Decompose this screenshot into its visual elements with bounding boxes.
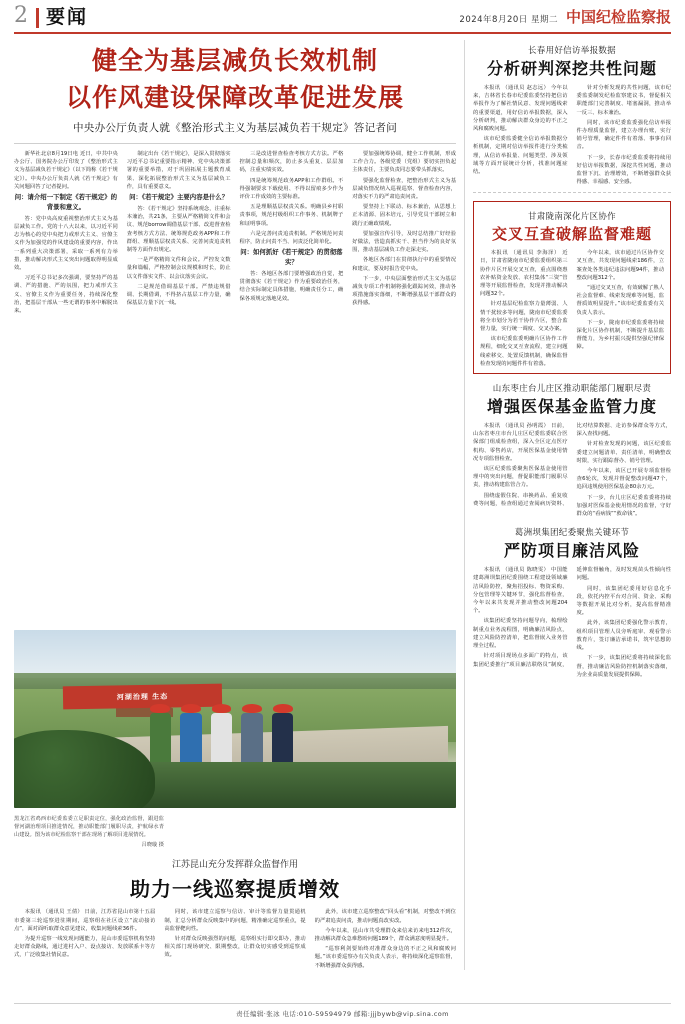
article-paragraph: 此外，该集团纪委强化警示教育，组织项目管理人员旁听庭审、观看警示教育片，签订廉洁承诺书，筑牢思想防线。 [576,620,671,652]
article-paragraph: 该集团纪委坚持问题导向，梳理绘制重点业务流程图，明确廉洁风险点，建立风险防控清单，把监督嵌入业务管理全过程。 [473,618,568,650]
article-headline: 严防项目廉洁风险 [503,541,640,561]
bottom-story-paragraph: 针对群众反映强烈的问题，巡察组实行即交即办，推动相关部门现场研究、限期整改，让群众切实感受到巡察成效。 [164,936,306,959]
bottom-story-paragraph: 本报讯 （通讯员 王倩） 日前，江苏省昆山市第十五届市委第三轮巡察进驻期间，巡察组在社区设立“流动接访点”，面对面听取群众意见建议，收集问题线索36件。 [14,909,156,932]
lead-paragraph: 四是统筹规范政务APP和工作群组。不得强制要求下载使用、不得以留痕多少作为评价工作成效的主要标准。 [239,177,344,201]
lead-paragraph: 要加强统筹协调，健全工作机制，形成工作合力。各级党委（党组）要切实担负起主体责任，主要负责同志要带头抓落实。 [352,151,456,174]
article-paragraph: 针对检查发现的问题，该区纪委监委建立问题清单、责任清单，明确整改时限，实行跟踪督办、销号管理。 [576,441,671,464]
right-article [473,382,671,518]
lead-paragraph: 问：请介绍一下制定《若干规定》的背景和意义。 [14,193,117,211]
article-body [480,249,664,368]
lead-paragraph: 各地区各部门在贯彻执行中的重要情况和建议，要及时报告党中央。 [352,257,456,272]
hard-hat-icon [150,704,170,713]
photo-person-body [180,713,202,765]
lead-paragraph: 答：《若干规定》坚持系统观念，注重标本兼治，共21条，主要从严格精简文件和会议、规范borrow调借基层干部、改进督查检查考核方式方法、统筹规范政务APP和工作群组、理顺基层权责关系、完善问责追责机制等方面作出规定。 [126,205,231,253]
right-column [464,40,671,970]
article-body [473,566,671,679]
article-paragraph: 本报讯 （通讯员 李海泽） 近日，甘肃省陇南市纪委监委组织第三协作片区开展交叉互查，重点围绕惠农补贴资金发放、农村集体“三资”管理等开展监督检查，发现并推动解决问题32个。 [480,250,568,298]
lead-article-body [14,150,456,620]
lead-paragraph: 要加强宣传引导，及时总结推广好经验好做法，营造真抓实干、担当作为的良好氛围，推动基层减负工作走深走实。 [352,230,456,254]
footer-divider [14,1003,671,1004]
article-body [473,84,671,186]
article-paragraph: 本报讯 （通讯员 孙明霞） 日前，山东省枣庄市台儿庄区纪委监委联合医保部门组成检查组，深入全区定点医疗机构、零售药店，开展医保基金使用情况专项监督检查。 [473,423,568,462]
lead-paragraph: 答：党中央高度重视整治形式主义为基层减负工作。党的十八大以来，以习近平同志为核心的党中央把力戒形式主义、官僚主义作为加强党的作风建设的重要内容，作出一系列重大决策部署，采取一系列有力举措，推动解决形式主义突出问题取得明显成效。 [14,215,118,272]
right-article [473,201,671,374]
lead-paragraph: 要坚持上下联动、标本兼治，从思想上正本清源、固本培元，引导党员干部树立和践行正确政绩观。 [352,204,456,227]
article-kicker: 葛洲坝集团纪委聚焦关键环节 [514,528,630,539]
article-paragraph: 针对基层纪检监察力量薄弱、人情干扰较多等问题，陇南市纪委监委将全市划分为若干协作片区，整合监督力量，实行统一调度、交叉办案。 [480,301,568,333]
article-paragraph: 下一步，台儿庄区纪委监委将持续加强对医保基金使用情况的监督，守好群众的“看病钱”“救命钱”。 [576,494,671,518]
lead-paragraph: 问：《若干规定》主要内容是什么？ [129,193,229,202]
page-number: 2 [14,3,28,28]
right-article [473,44,671,186]
photo-sky [14,630,456,678]
article-paragraph: 该市纪委监委明确片区协作工作规程，细化交叉互查流程，建立问题线索移交、处置反馈机制，确保监督检查发现的问题件件有着落。 [480,336,568,367]
lead-paragraph: 六是完善问责追责机制。严格规范问责程序，防止问责不当、问责泛化简单化。 [239,230,344,246]
hard-hat-icon [273,704,293,713]
photo-story [14,630,456,848]
bottom-story-paragraph: “巡察利剑要始终对准群众身边的不正之风和腐败问题。”该市委巡察办有关负责人表示，将持续深化巡察监督，不断增强群众获得感。 [314,946,456,969]
lead-paragraph: 三是改进督查检查考核方式方法。严格控制总量和频次，防止多头重复、层层加码，注重实绩实效。 [239,151,344,174]
divider [473,192,671,193]
lead-paragraph: 五是理顺基层权责关系。明确县乡村职责事项，规范村级组织工作事务、机制牌子和证明事项。 [239,204,344,227]
issue-date: 2024年8月20日 星期二 [459,15,558,25]
article-paragraph: 今年以来，该区已开展专项监督检查6轮次，发现并督促整改问题47个，追回违规使用医保基金80余万元。 [576,468,671,491]
photo-person-body [241,713,263,765]
article-kicker: 长春用好信访举报数据 [527,46,616,56]
right-article [473,526,671,679]
article-paragraph: 同时，该集团纪委用好信息化手段，依托内控平台对合同、资金、采购等数据开展比对分析，提高监督精准度。 [576,585,671,617]
article-paragraph: 本报讯 （通讯员 赵志远） 今年以来，吉林省长春市纪委监委坚持把信访举报作为了解社情民意、发现问题线索的重要渠道，用好信访举报数据，深入分析研判，推动解决群众身边的不正之风和腐败问题。 [473,85,568,133]
photo-credit: 吕晓璇 摄 [141,842,164,849]
lead-paragraph: 下一步，中央层面整治形式主义为基层减负专项工作机制将强化跟踪问效，推动各项措施落实落细，不断增强基层干部群众的获得感。 [352,275,456,307]
lead-headline-line1: 健全为基层减负长效机制 [91,46,378,75]
article-paragraph: 下一步，长春市纪委监委将持续用好信访举报数据，深挖共性问题，推动监督下沉、治理增效，不断增强群众获得感、幸福感、安全感。 [576,154,671,186]
article-paragraph: 下一步，该集团纪委将持续深化监督，推动廉洁风险防控机制落实落细，为企业高质量发展提供保障。 [576,655,671,678]
photo-person-body [211,713,233,765]
lead-paragraph: 新华社北京8月19日电 近日，中共中央办公厅、国务院办公厅印发了《整治形式主义为基层减负若干规定》（以下简称《若干规定》）。中央办公厅负责人就《若干规定》有关问题回答了记者提问。 [14,151,118,190]
photo-person-body [272,713,294,765]
article-paragraph: “通过交叉互查，有效破解了熟人社会监督难、线索发现难等问题，监督质效明显提升。”该市纪委监委有关负责人表示。 [576,285,664,316]
masthead [14,0,671,34]
article-paragraph: 该区纪委监委聚焦医保基金使用管理中的突出问题，督促职能部门履职尽责，推动构建监管合力。 [473,466,568,489]
article-paragraph: 该市纪委监委健全信访举报数据分析机制，定期对信访举报件进行分类梳理，从信访举报量、问题类型、涉及领域等方面开展统计分析，找准问题症结。 [473,136,568,176]
divider [14,143,456,144]
article-paragraph: 针对项目现场点多面广的特点，该集团纪委推行“项目廉洁联络员”制度，延伸监督触角，及时发现苗头性倾向性问题。 [473,567,671,668]
bottom-story-body [14,908,456,969]
lead-paragraph: 二是规范借调基层干部。严禁违规借调、长期借调，不得挤占基层工作力量，确保基层力量下沉一线。 [126,283,231,307]
paper-logo: 中国纪检监察报 [565,8,671,26]
article-body [473,422,671,518]
article-paragraph: 下一步，陇南市纪委监委将持续深化片区协作机制，不断提升基层监督能力，为乡村振兴提供坚强纪律保障。 [576,319,664,351]
lead-paragraph: 习近平总书记多次强调，要坚持严的基调、严的措施、严的氛围，把力戒形式主义、官僚主义作为重要任务，持续深化整治，把基层干部从一些无谓的事务中解脱出来。 [14,275,118,315]
lead-paragraph: 问：如何抓好《若干规定》的贯彻落实？ [240,248,343,267]
section-title: 要闻 [36,8,88,28]
footer-credits: 责任编辑·张冰 电话:010-59594979 邮箱:jjjbywb@vip.sina.com [236,1010,449,1018]
bottom-story-paragraph: 此外，该市建立巡察整改“回头看”机制，对整改不到位的严肃追责问责，推动问题真改实改。 [314,909,456,924]
lead-subheadline: 中央办公厅负责人就《整治形式主义为基层减负若干规定》答记者问 [73,122,397,134]
bottom-story-headline: 助力一线巡察提质增效 [130,877,340,902]
article-paragraph: 同时，该市纪委监委强化信访举报件办理质量监督，建立办理台账，实行销号管理，确定件件有着落、事事有回音。 [576,119,671,151]
hard-hat-icon [242,704,262,713]
article-kicker: 甘肃陇南深化片区协作 [527,212,616,223]
bottom-story-kicker: 江苏昆山充分发挥群众监督作用 [171,860,298,871]
bottom-story-paragraph: 同时，该市建立巡察与信访、审计等监督力量贯通机制，汇总分析群众反映集中的问题，精准确定巡察重点，提高监督靶向性。 [164,909,306,932]
page-body [14,40,671,970]
bottom-story-paragraph: 今年以来，昆山市共受理群众来信来访来电312件次，推动解决群众急难愁盼问题189个，群众满意度明显提升。 [314,927,456,942]
left-column [14,40,464,970]
hard-hat-icon [181,704,201,713]
photo-banner-text: 河湖治理 生态 [62,684,221,710]
lead-paragraph: 一是严格精简文件和会议。严控发文数量和篇幅，严格控制会议规模和时长，防止以文件落实文件、以会议落实会议。 [126,257,231,280]
lead-headline-line2: 以作风建设保障改革促进发展 [65,82,404,112]
article-headline: 交叉互查破解监督难题 [491,225,652,244]
hard-hat-icon [212,704,232,713]
article-kicker: 山东枣庄台儿庄区推动职能部门履职尽责 [492,384,652,395]
article-paragraph: 针对分析发现的共性问题，该市纪委监委制发纪检监察建议书，督促相关职能部门完善制度、堵塞漏洞，推动举一反三、标本兼治。 [576,85,671,116]
article-headline: 增强医保基金监管力度 [486,397,657,417]
photo-image [14,630,456,808]
article-headline: 分析研判深挖共性问题 [486,59,657,78]
article-paragraph: 围绕虚假住院、串换药品、重复收费等问题，检查组通过查阅病历资料、比对结算数据、走访参保群众等方式，深入查找问题。 [473,423,671,507]
lead-paragraph: 要强化监督检查，把整治形式主义为基层减负情况纳入巡视巡察、督查检查内容，对落实不力的严肃追责问责。 [352,177,456,201]
lead-paragraph: 答：各地区各部门要增强政治自觉，把贯彻落实《若干规定》作为重要政治任务，结合实际制定具体措施，明确责任分工，确保各项规定落地见效。 [239,271,344,302]
photo-person-body [150,713,172,765]
lead-paragraph: 制定出台《若干规定》，是深入贯彻落实习近平总书记重要指示精神、党中央决策部署的重要举措，对于巩固拓展主题教育成果、深化拓展整治形式主义为基层减负工作，具有重要意义。 [126,151,231,190]
article-paragraph: 本报讯 （通讯员 陈晓雯） 中国能建葛洲坝集团纪委围绕工程建设领域廉洁风险防控，聚焦招投标、物资采购、分包管理等关键环节，强化监督检查，今年以来共发现并推动整改问题204个。 [473,567,568,615]
article-paragraph: 今年以来，该市通过片区协作交叉互查，共发现问题线索186件，立案查处各类违纪违法问题94件，推动整改问题312个。 [576,250,664,281]
bottom-story-paragraph: 为提升巡察一线发现问题能力，昆山市委巡察机构坚持走好群众路线，通过进村入户、设点接访、发放联系卡等方式，广泛收集社情民意。 [14,936,156,959]
photo-caption: 黑龙江省鸡西市纪委监委立足职责定位，强化政治监督，跟进监督河湖治理项目推进情况，推动职能部门履职尽责，护航绿水青山建设。图为该市纪检监察干部在现场了解项目进展情况。 [14,816,164,838]
